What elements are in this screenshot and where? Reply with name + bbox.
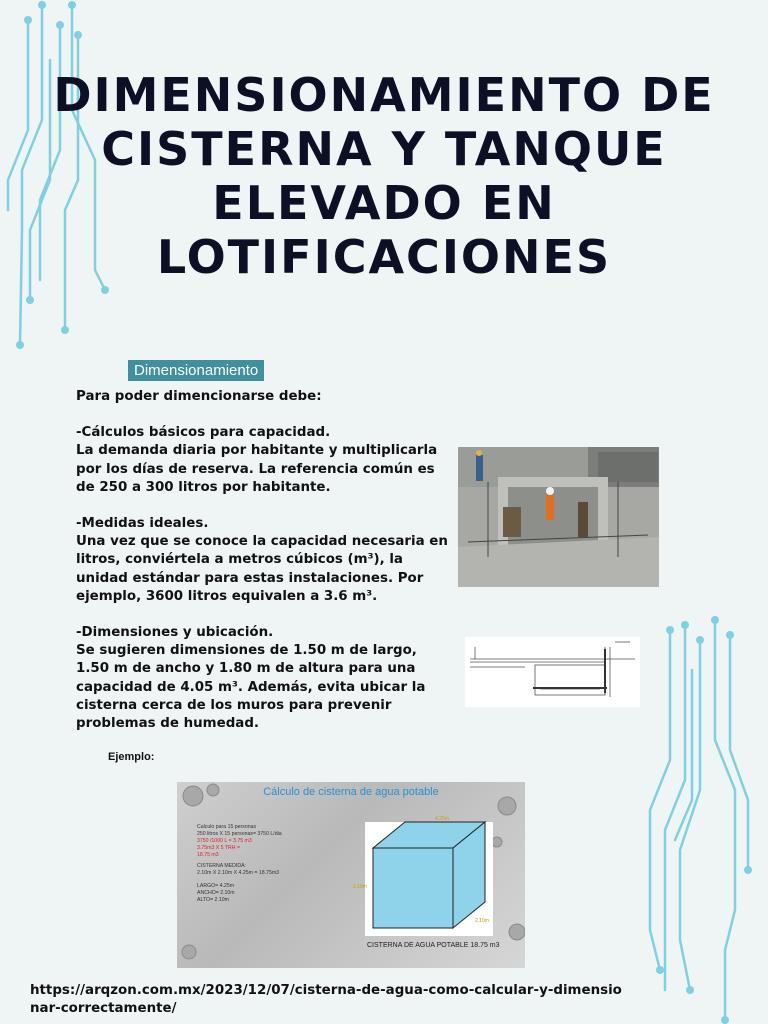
calc-line: ALTO= 2.10m [197,897,229,903]
example-label: Ejemplo: [108,751,155,763]
calc-line: CISTERNA MEDIDA: [197,863,246,869]
cistern-construction-photo [458,447,659,587]
calc-heading: -Cálculos básicos para capacidad. [76,425,331,441]
calc-image-lines [197,824,347,904]
body-text [76,388,448,751]
cistern-section-drawing [465,637,640,707]
calc-text: La demanda diaria por habitante y multiplicarla por los días de reserva. La referencia común es de 250 a 300 litros por habitante. [76,443,438,495]
calc-line: ANCHO= 2.10m [197,890,235,896]
section-badge: Dimensionamiento [128,360,264,381]
calc-line: 18.75 m3 [197,852,219,858]
calc-line: Calculo para 15 personas [197,824,257,830]
page-title: DIMENSIONAMIENTO DE CISTERNA Y TANQUE ELEVADO EN LOTIFICACIONES [53,68,715,284]
calc-paragraph [76,424,448,497]
medidas-text: Una vez que se conoce la capacidad necesaria en litros, conviértela a metros cúbicos (m³), la unidad estándar para estas instalaciones. Por ejemplo, 3600 litros equivalen a 3.6 m³. [76,534,448,604]
dim-heading: -Dimensiones y ubicación. [76,625,274,641]
dim-paragraph [76,624,448,733]
calc-image-caption: CISTERNA DE AGUA POTABLE 18.75 m3 [367,942,500,949]
calc-dim-top: 4.25m [435,816,449,822]
calc-line: 3750 /1000 L = 3.75 m3 [197,838,252,844]
calc-image-title: Cálculo de cisterna de agua potable [263,786,439,798]
calculation-example-image [177,782,525,968]
intro-text: Para poder dimencionarse debe: [76,389,322,404]
calc-line: 3.75m3 X 5 TRH = [197,845,241,851]
right-circuit-decoration [630,610,768,1024]
calc-line: LARGO= 4.25m [197,883,235,889]
calc-dim-side: 2.10m [353,884,367,890]
medidas-paragraph [76,515,448,606]
calc-line: 2.10m X 2.10m X 4.25m = 18.75m3 [197,870,280,876]
medidas-heading: -Medidas ideales. [76,516,209,532]
calc-dim-bottom: 2.10m [475,918,489,924]
source-link[interactable]: https://arqzon.com.mx/2023/12/07/cisterna-de-agua-como-calcular-y-dimensionar-correctamente/ [30,983,622,1016]
dim-text: Se sugieren dimensiones de 1.50 m de largo, 1.50 m de ancho y 1.80 m de altura para una capacidad de 4.05 m³. Además, evita ubicar la cisterna cerca de los muros para prevenir problemas de humedad. [76,643,426,732]
calc-line: 250 litros X 15 personas= 3750 L/dia [197,831,282,837]
